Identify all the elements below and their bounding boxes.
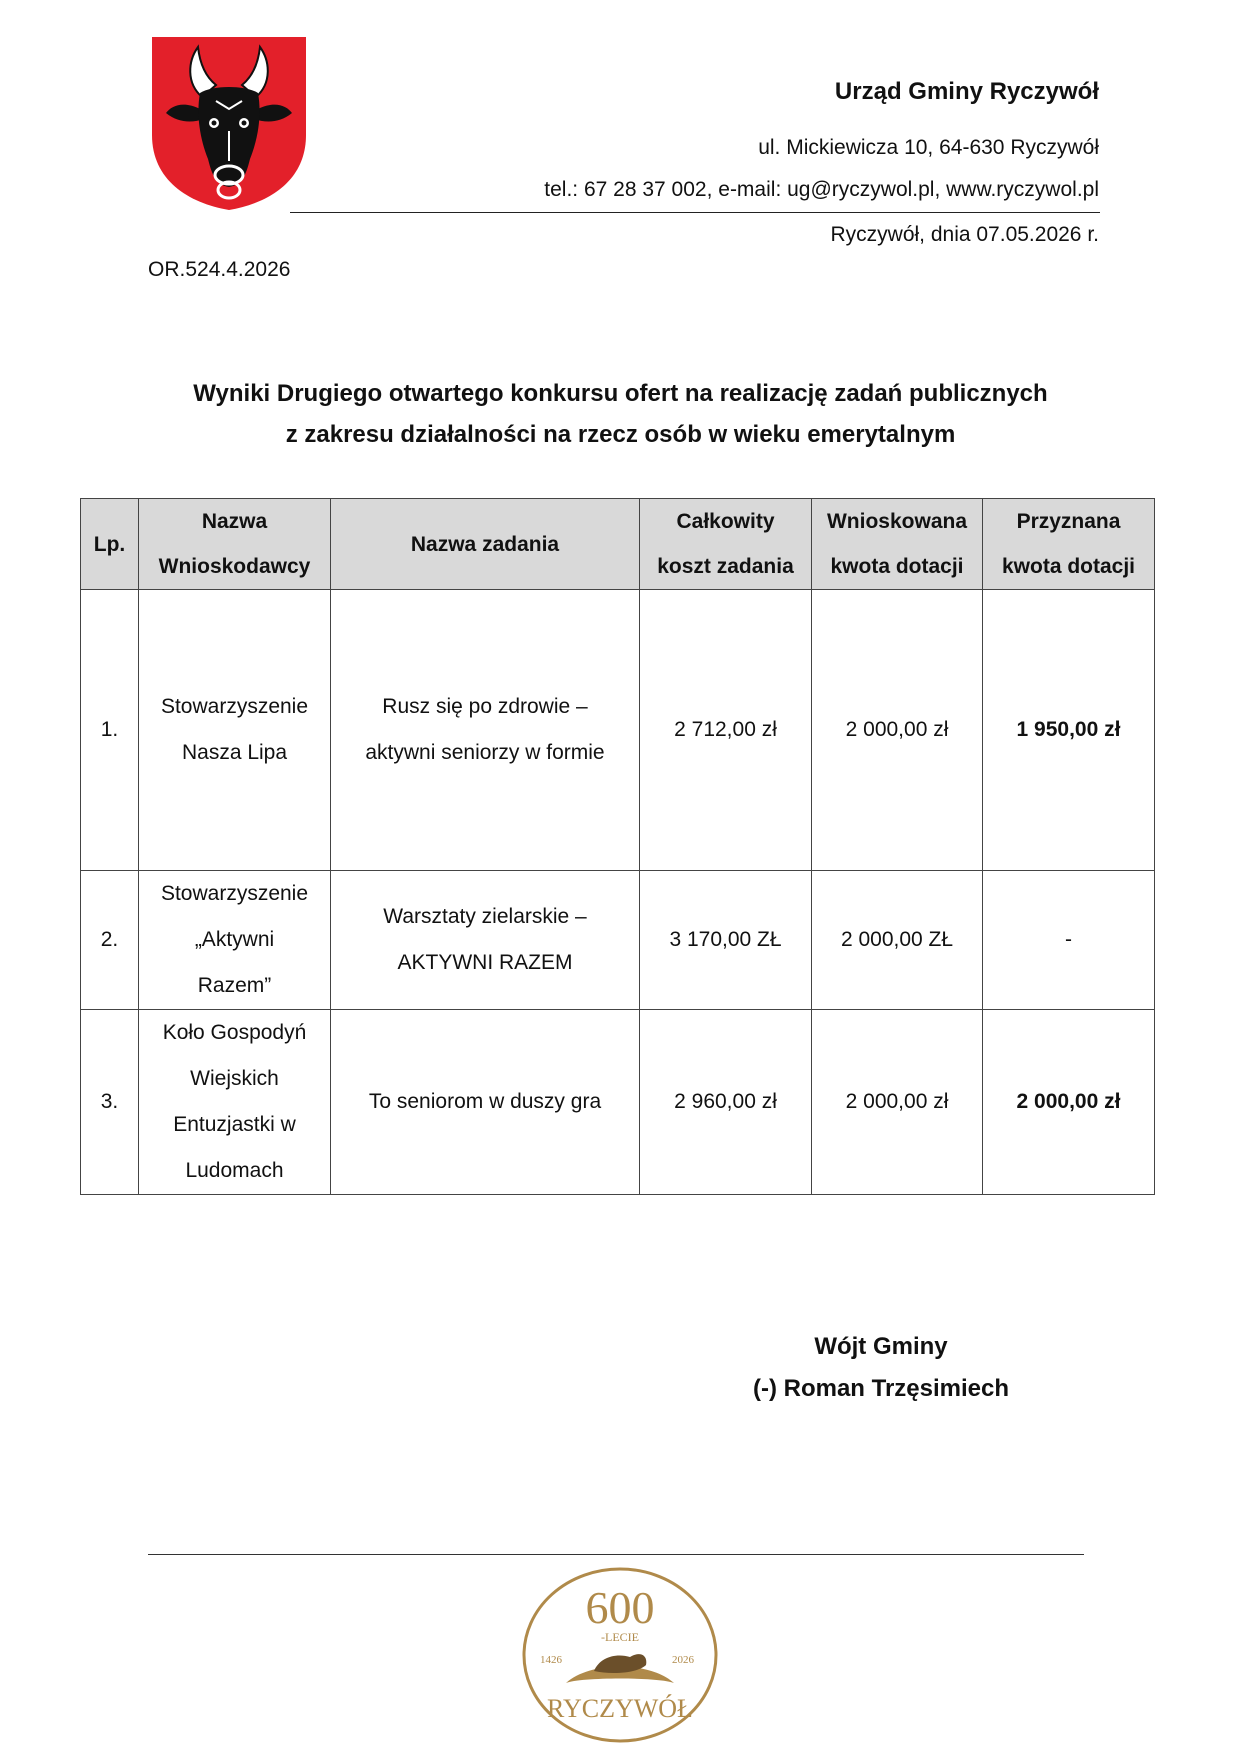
cell-requested: 2 000,00 zł (812, 590, 983, 871)
table-row (81, 590, 1155, 871)
cell-lp: 3. (81, 1010, 139, 1195)
office-contact: tel.: 67 28 37 002, e-mail: ug@ryczywol.pl, www.ryczywol.pl (544, 178, 1099, 201)
cell-granted: 1 950,00 zł (983, 590, 1155, 871)
applicant-line: Entuzjastki w (173, 1113, 296, 1136)
task-line: Rusz się po zdrowie – (382, 695, 588, 718)
header-requested-line: Wnioskowana (826, 510, 968, 533)
header-divider (290, 212, 1100, 213)
cell-task (331, 590, 640, 871)
results-table (80, 498, 1155, 1195)
logo-sub: -LECIE (601, 1630, 639, 1644)
header-total-cost (640, 499, 812, 590)
header-applicant (139, 499, 331, 590)
table-header-row (81, 499, 1155, 590)
document-title (0, 373, 1241, 455)
header-applicant-line: Wnioskodawcy (158, 555, 311, 578)
cell-total-cost: 3 170,00 ZŁ (640, 871, 812, 1010)
header-applicant-line: Nazwa (201, 510, 268, 533)
header-granted-line: Przyznana (1016, 510, 1121, 533)
cell-total-cost: 2 712,00 zł (640, 590, 812, 871)
title-line-1: Wyniki Drugiego otwartego konkursu ofert na realizację zadań publicznych (193, 380, 1048, 407)
table-row (81, 871, 1155, 1010)
cell-applicant (139, 1010, 331, 1195)
logo-name: RYCZYWÓŁ (547, 1694, 693, 1723)
logo-number: 600 (585, 1582, 655, 1633)
task-line: To seniorom w duszy gra (368, 1090, 602, 1113)
reference-number: OR.524.4.2026 (148, 258, 291, 281)
document-date: Ryczywół, dnia 07.05.2026 r. (830, 223, 1099, 246)
header-task: Nazwa zadania (331, 499, 640, 590)
signature-name: (-) Roman Trzęsimiech (752, 1375, 1010, 1402)
cell-total-cost: 2 960,00 zł (640, 1010, 812, 1195)
header-lp: Lp. (81, 499, 139, 590)
title-line-2: z zakresu działalności na rzecz osób w wieku emerytalnym (285, 421, 956, 448)
applicant-line: Stowarzyszenie (160, 695, 309, 718)
applicant-line: Stowarzyszenie (160, 882, 309, 905)
cell-lp: 1. (81, 590, 139, 871)
applicant-line: Nasza Lipa (181, 741, 288, 764)
logo-year-left: 1426 (540, 1654, 562, 1666)
cell-lp: 2. (81, 871, 139, 1010)
cell-requested: 2 000,00 ZŁ (812, 871, 983, 1010)
task-line: aktywni seniorzy w formie (365, 741, 605, 764)
cell-task (331, 871, 640, 1010)
cell-granted: 2 000,00 zł (983, 1010, 1155, 1195)
cell-requested: 2 000,00 zł (812, 1010, 983, 1195)
header-granted-line: kwota dotacji (1001, 555, 1136, 578)
bull-head-crest-icon (150, 35, 308, 211)
applicant-line: Koło Gospodyń (162, 1021, 307, 1044)
applicant-line: Ludomach (185, 1159, 284, 1182)
signature-role: Wójt Gminy (814, 1333, 948, 1360)
header-granted (983, 499, 1155, 590)
task-line: Warsztaty zielarskie – (383, 905, 587, 928)
header-requested-line: kwota dotacji (830, 555, 964, 578)
signature-block (0, 1326, 1241, 1410)
footer-divider (148, 1554, 1084, 1555)
office-name: Urząd Gminy Ryczywół (834, 78, 1099, 105)
header-requested (812, 499, 983, 590)
logo-year-right: 2026 (672, 1654, 694, 1666)
header-total-line: Całkowity (676, 510, 775, 533)
header-total-line: koszt zadania (657, 555, 794, 578)
applicant-line: „Aktywni (194, 928, 275, 951)
cell-task (331, 1010, 640, 1195)
cell-applicant (139, 871, 331, 1010)
600-lecie-ryczywol-logo-icon (520, 1565, 720, 1745)
table-row (81, 1010, 1155, 1195)
applicant-line: Wiejskich (190, 1067, 279, 1090)
office-address: ul. Mickiewicza 10, 64-630 Ryczywół (758, 136, 1099, 159)
cell-granted: - (983, 871, 1155, 1010)
applicant-line: Razem” (197, 974, 272, 997)
task-line: AKTYWNI RAZEM (397, 951, 573, 974)
cell-applicant (139, 590, 331, 871)
